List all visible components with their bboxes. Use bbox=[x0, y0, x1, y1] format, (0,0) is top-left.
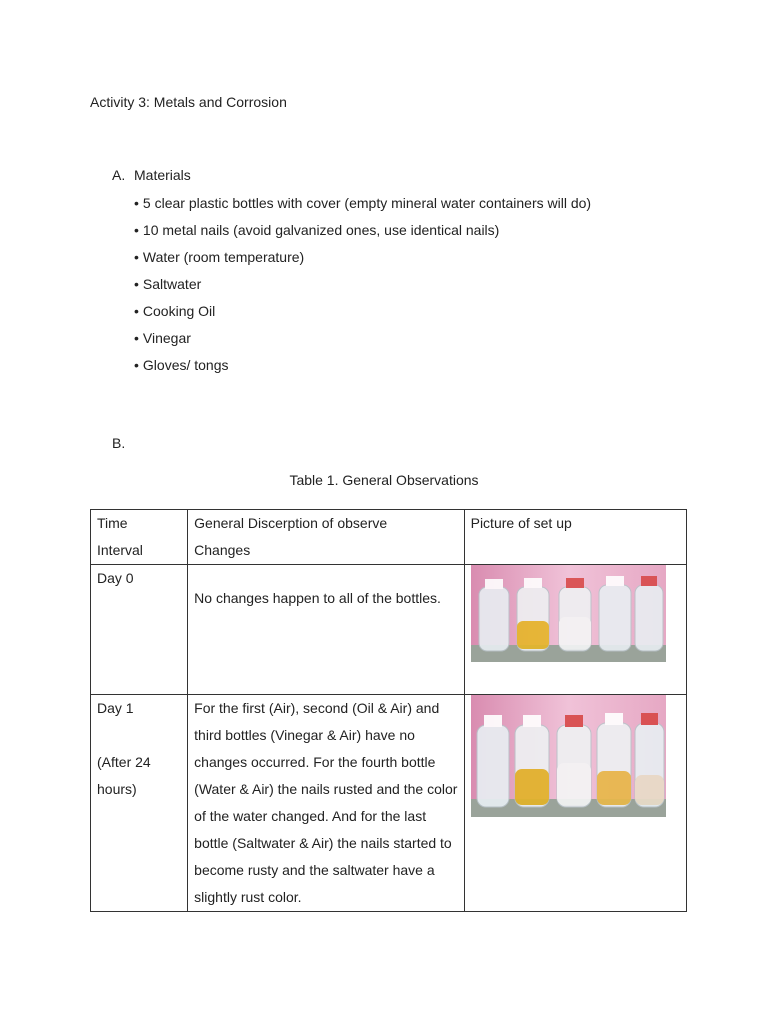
material-item-text: Cooking Oil bbox=[142, 303, 216, 319]
list-item bbox=[134, 302, 591, 329]
material-item-text: Saltwater bbox=[142, 276, 202, 292]
bullet-icon: • bbox=[134, 357, 139, 373]
header-text: Time bbox=[97, 515, 128, 531]
page-title: Activity 3: Metals and Corrosion bbox=[90, 94, 287, 110]
bullet-icon: • bbox=[134, 276, 139, 292]
header-picture: Picture of set up bbox=[464, 510, 686, 565]
bullet-icon: • bbox=[134, 222, 139, 238]
material-item-text: Water (room temperature) bbox=[142, 249, 305, 265]
bottles-photo-day1 bbox=[471, 695, 666, 817]
list-item bbox=[134, 329, 591, 356]
description-text: No changes happen to all of the bottles. bbox=[194, 590, 441, 606]
description-cell: For the first (Air), second (Oil & Air) and third bottles (Vinegar & Air) have no changes occurred. For the fourth bottle (Water & Air) the nails rusted and the color of the water changed. And for the last bottle (Saltwater & Air) the nails started to become rusty and the saltwater have a slightly rust color. bbox=[188, 695, 464, 912]
list-item bbox=[134, 194, 591, 221]
list-item bbox=[134, 248, 591, 275]
header-description bbox=[188, 510, 464, 565]
bullet-icon: • bbox=[134, 195, 139, 211]
list-item bbox=[134, 356, 591, 383]
list-item bbox=[134, 221, 591, 248]
table-header-row bbox=[91, 510, 687, 565]
picture-cell bbox=[464, 695, 686, 912]
material-item-text: 5 clear plastic bottles with cover (empty mineral water containers will do) bbox=[142, 195, 592, 211]
material-item-text: Gloves/ tongs bbox=[142, 357, 229, 373]
bullet-icon: • bbox=[134, 249, 139, 265]
bottles-photo-day0 bbox=[471, 565, 666, 662]
header-text: General Discerption of observe bbox=[194, 515, 388, 531]
section-a-heading bbox=[112, 167, 191, 183]
bullet-icon: • bbox=[134, 303, 139, 319]
material-item-text: Vinegar bbox=[142, 330, 191, 346]
time-note: hours) bbox=[97, 781, 137, 797]
material-item-text: 10 metal nails (avoid galvanized ones, use identical nails) bbox=[142, 222, 500, 238]
section-a-letter: A. bbox=[112, 167, 126, 183]
section-a-title: Materials bbox=[134, 167, 191, 183]
materials-list bbox=[134, 194, 591, 383]
header-text: Changes bbox=[194, 542, 251, 558]
section-b-heading: B. bbox=[112, 435, 126, 451]
bullet-icon: • bbox=[134, 330, 139, 346]
header-text: Interval bbox=[97, 542, 143, 558]
table-row bbox=[91, 695, 687, 912]
time-note: (After 24 bbox=[97, 754, 151, 770]
time-text: Day 1 bbox=[97, 700, 134, 716]
picture-cell bbox=[464, 565, 686, 695]
time-cell bbox=[91, 695, 188, 912]
table-caption: Table 1. General Observations bbox=[289, 472, 479, 488]
observations-table bbox=[90, 509, 687, 912]
time-cell: Day 0 bbox=[91, 565, 188, 695]
header-time-interval bbox=[91, 510, 188, 565]
list-item bbox=[134, 275, 591, 302]
table-row bbox=[91, 565, 687, 695]
description-cell bbox=[188, 565, 464, 695]
